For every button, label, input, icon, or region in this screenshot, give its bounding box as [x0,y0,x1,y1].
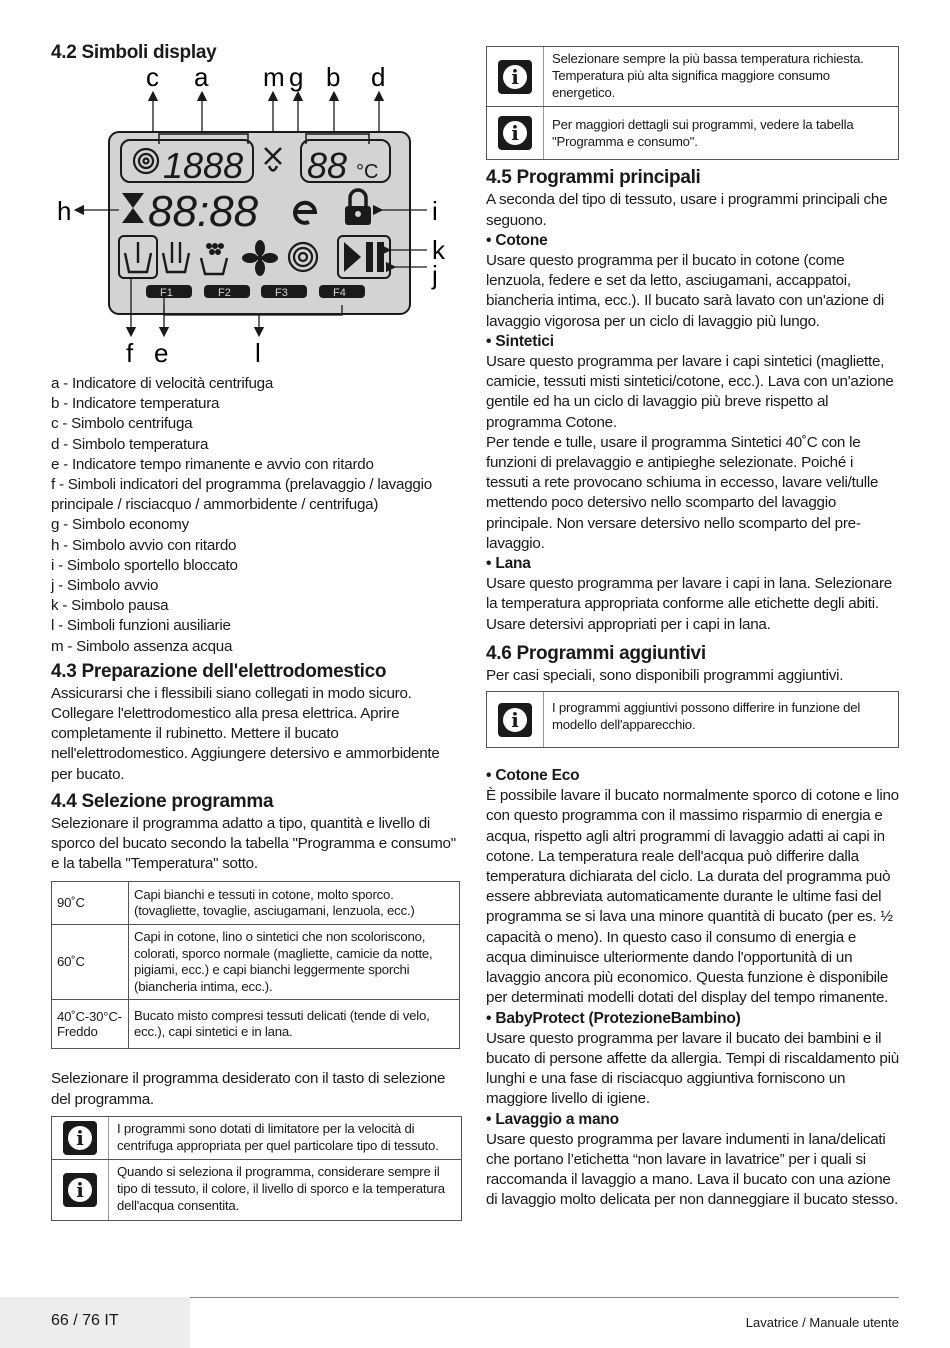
label-c: c [146,62,159,92]
info-text: Selezionare sempre la più bassa temperatura richiesta. Temperatura più alta significa maggiore consumo energetico. [552,51,864,100]
info-box [486,107,899,160]
table-cell-temp: 60˚C [52,925,129,1000]
section-text-4-6: Per casi speciali, sono disponibili programmi aggiuntivi. [486,666,844,684]
right-column [486,46,899,1211]
table-cell-temp: 90˚C [52,882,129,925]
info-icon: i [63,1121,97,1155]
program-title-lavaggio-mano: • Lavaggio a mano [486,1110,619,1128]
legend-item: d - Simbolo temperatura [51,435,209,453]
function-key-f2: F2 [218,287,231,299]
function-key-f4: F4 [333,287,346,299]
legend-item: g - Simbolo economy [51,516,189,534]
program-title-cotone-eco: • Cotone Eco [486,767,580,785]
info-box-group [486,46,899,160]
label-g: g [289,62,304,92]
info-icon: i [498,116,532,150]
info-text: Per maggiori dettagli sui programmi, vedere la tabella "Programma e consumo". [552,117,854,150]
info-box [51,1116,462,1161]
info-icon: i [498,60,532,94]
label-h: h [57,196,72,226]
legend-item: h - Simbolo avvio con ritardo [51,536,237,554]
function-key-f3: F3 [275,287,288,299]
function-key-f1: F1 [160,287,173,299]
label-e: e [154,338,169,368]
section-title-4-6: 4.6 Programmi aggiuntivi [486,642,706,664]
table-row [52,1000,460,1049]
spin-digits: 1888 [163,145,244,186]
legend-item: j - Simbolo avvio [51,577,159,595]
legend-item: k - Simbolo pausa [51,597,169,615]
info-box [486,46,899,107]
info-box [51,1160,462,1220]
temp-digits: 88 [307,145,348,186]
program-title-lana: • Lana [486,555,531,573]
table-cell-desc: Capi in cotone, lino o sintetici che non scoloriscono, colorati, sporco normale (magliette, camicie da notte, pigiami, ecc.) e capi bianchi leggermente sporchi (biancheria intima, ecc.). [129,925,460,1000]
temperature-table [51,881,460,1049]
legend-item: c - Simbolo centrifuga [51,415,193,433]
footer-divider [190,1297,899,1298]
label-i: i [432,196,438,226]
legend-item: a - Indicatore di velocità centrifuga [51,375,274,392]
legend-item: i - Simbolo sportello bloccato [51,556,238,574]
label-f: f [126,338,134,368]
table-cell-temp: 40˚C-30°C-Freddo [52,1000,129,1049]
info-icon: i [63,1173,97,1207]
info-text: I programmi sono dotati di limitatore per la velocità di centrifuga appropriata per quel particolare tipo di tessuto. [117,1120,439,1153]
program-text-sintetici: Usare questo programma per lavare i capi sintetici (magliette, camicie, tessuti misti sintetici/cotone, ecc.). Lava con un'azione gentile ed ha un ciclo di lavaggio più breve rispetto al programma Cotone. [486,353,894,431]
section-title-4-2: 4.2 Simboli display [51,42,217,63]
table-cell-desc: Bucato misto compresi tessuti delicati (tende di velo, ecc.), capi sintetici e in lana. [129,1000,460,1049]
section-text-4-5: A seconda del tipo di tessuto, usare i programmi principali che seguono. [486,191,888,229]
label-j: j [432,260,438,290]
section-text-4-3: Assicurarsi che i flessibili siano collegati in modo sicuro. Collegare l'elettrodomestico alla presa elettrica. Aprire completamente il rubinetto. Mettere il bucato nell'elettrodomestico. Aggiungere detersivo e ammorbidente per bucato. [51,684,440,783]
section-text-4-4: Selezionare il programma adatto a tipo, quantità e livello di sporco del bucato secondo la tabella "Programma e consumo" e la tabella "Temperatura" sotto. [51,814,456,873]
legend-item: f - Simboli indicatori del programma (prelavaggio / lavaggio principale / risciacquo / ammorbidente / centrifuga) [51,476,432,514]
table-row [52,882,460,925]
legend-item: l - Simboli funzioni ausiliarie [51,617,231,635]
program-title-babyprotect: • BabyProtect (ProtezioneBambino) [486,1009,741,1027]
program-text-cotone-eco: È possibile lavare il bucato normalmente sporco di cotone e lino con questo programma con il massimo risparmio di energia e acqua, rispetto agli altri programmi di lavaggio adatti ai capi in cotone. La temperatura reale dell'acqua può differire dalla temperatura dichiarata del ciclo. La durata del programma può essere abbreviata automaticamente durante le ultime fasi del programma se si lava una minore quantità di bucato (per es. ½ capacità o meno). In questo caso il consumo di energia e acqua diminuisce ulteriormente dando l'opportunità di un lavaggio ancora più economico. Questa funzione è disponibile per determinati modelli dotati del display del tempo rimanente. [486,787,899,1007]
program-text-lavaggio-mano: Usare questo programma per lavare indumenti in lana/delicati che portano l’etichetta “non lavare in lavatrice” per i quali si raccomanda il lavaggio a mano. Lava il bucato con una azione di lavaggio molto delicata per non danneggiare il bucato stesso. [486,1130,899,1209]
label-b: b [326,62,341,92]
page-number: 66 / 76 IT [51,1312,119,1329]
program-text-lana: Usare questo programma per lavare i capi in lana. Selezionare la temperatura appropriata conforme alle etichette degli abiti. Usare detersivi appropriati per i capi in lana. [486,575,893,633]
program-text-cotone: Usare questo programma per il bucato in cotone (come lenzuola, federe e set da letto, asciugamani, accappatoi, biancheria intima, ecc.). Il bucato sarà lavato con un'azione di lavaggio vigorosa per un ciclo di lavaggio più lungo. [486,252,885,330]
section-title-4-5: 4.5 Programmi principali [486,167,701,189]
label-l: l [255,338,261,368]
label-a: a [194,62,209,92]
info-icon: i [498,703,532,737]
display-diagram [51,60,463,370]
section-title-4-4: 4.4 Selezione programma [51,790,274,812]
program-text-babyprotect: Usare questo programma per lavare il bucato dei bambini e il bucato di persone affette da allergia. Tempi di riscaldamento più lunghi e una fase di risciacquo aggiuntiva forniscono un maggiore livello di igiene. [486,1029,899,1108]
info-box [486,691,899,748]
info-box-group [51,1116,462,1221]
time-digits: 88:88 [148,187,259,236]
section-text-4-4-after: Selezionare il programma desiderato con il tasto di selezione del programma. [51,1070,446,1108]
program-title-sintetici: • Sintetici [486,332,554,350]
label-m: m [263,62,285,92]
page-footer [0,1297,950,1348]
page-number-box [0,1297,190,1348]
program-title-cotone: • Cotone [486,231,548,249]
info-text: Quando si seleziona il programma, considerare sempre il tipo di tessuto, il colore, il livello di sporco e la temperatura dell'acqua consentita. [117,1164,445,1214]
legend-item: b - Indicatore temperatura [51,395,220,413]
program-text-sintetici-2: Per tende e tulle, usare il programma Sintetici 40˚C con le funzioni di prelavaggio e antipieghe selezionate. Poiché i tessuti a rete provocano schiuma in eccesso, lavare veli/tulle mettendo poco detersivo nello scomparto del lavaggio principale. Non versare detersivo nello scomparto del pre-lavaggio. [486,433,879,552]
footer-title: Lavatrice / Manuale utente [745,1315,899,1330]
label-d: d [371,62,386,92]
label-k: k [432,235,445,265]
section-title-4-3: 4.3 Preparazione dell'elettrodomestico [51,660,387,682]
temp-unit: °C [356,161,379,183]
info-text: I programmi aggiuntivi possono differire in funzione del modello dell'apparecchio. [552,700,861,732]
table-row [52,925,460,1000]
legend-item: m - Simbolo assenza acqua [51,637,233,655]
table-cell-desc: Capi bianchi e tessuti in cotone, molto sporco. (tovagliette, tovaglie, asciugamani, lenzuola, ecc.) [129,882,460,925]
legend-list [51,374,463,1221]
legend-item: e - Indicatore tempo rimanente e avvio con ritardo [51,455,374,473]
